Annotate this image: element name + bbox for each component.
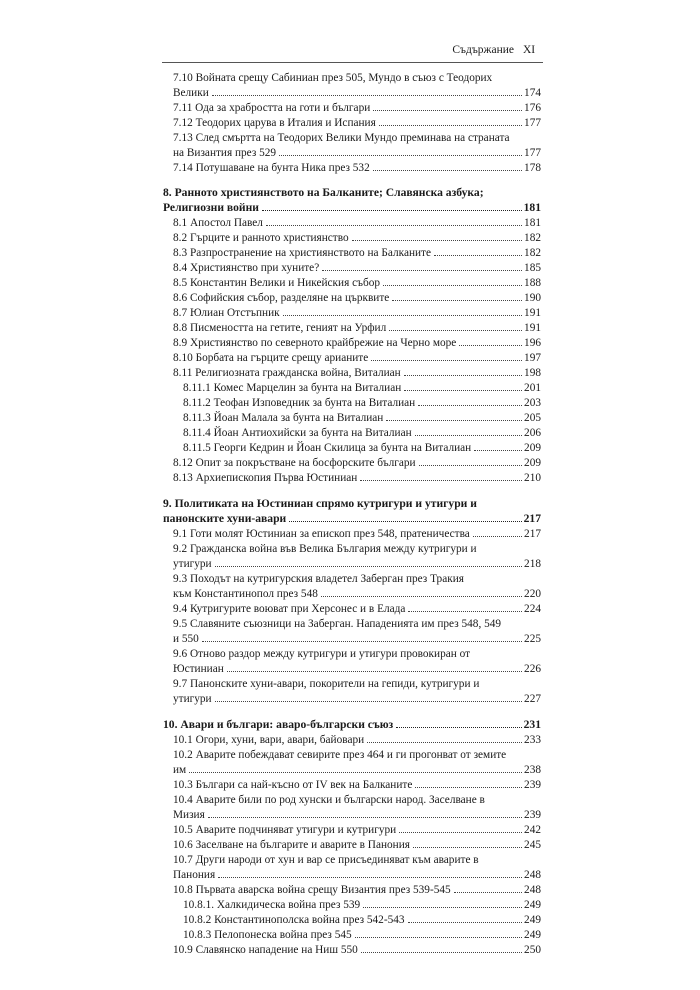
toc-page-number: 217 bbox=[524, 528, 541, 540]
dot-leader bbox=[279, 155, 522, 156]
toc-entry-title: 9.4 Кутригурите воюват при Херсонес и в Елада bbox=[173, 603, 406, 615]
toc-entry bbox=[173, 883, 541, 897]
toc-entry-title: утигури bbox=[173, 558, 212, 570]
toc-entry bbox=[173, 763, 541, 777]
toc-entry-title: 8.11 Религиозната гражданска война, Виталиан bbox=[173, 367, 401, 379]
toc-entry bbox=[173, 632, 541, 646]
dot-leader bbox=[215, 701, 522, 702]
toc-entry bbox=[173, 662, 541, 676]
toc-entry-title: 8.12 Опит за покръстване на босфорските българи bbox=[173, 457, 416, 469]
dot-leader bbox=[386, 420, 522, 421]
toc-entry-title: 10.8.2 Константинополска война през 542-543 bbox=[183, 914, 405, 926]
toc-page-number: 231 bbox=[523, 718, 541, 731]
toc-page-number: 191 bbox=[524, 307, 541, 319]
toc-page-number: 182 bbox=[524, 247, 541, 259]
toc-entry bbox=[173, 231, 541, 245]
toc-entry bbox=[173, 617, 501, 631]
toc-page-number: 190 bbox=[524, 292, 541, 304]
toc-page-number: 191 bbox=[524, 322, 541, 334]
toc-entry bbox=[173, 808, 541, 822]
dot-leader bbox=[399, 832, 522, 833]
dot-leader bbox=[208, 817, 522, 818]
dot-leader bbox=[262, 210, 522, 211]
toc-entry-title: 8.11.5 Георги Кедрин и Йоан Скилица за бунта на Виталиан bbox=[183, 442, 472, 454]
toc-entry-title: 8.8 Писмеността на гетите, геният на Урфил bbox=[173, 322, 387, 334]
toc-page-number: 197 bbox=[524, 352, 541, 364]
toc-entry-title: 10. Авари и българи: аваро-български съюз bbox=[163, 718, 394, 731]
toc-entry-title: Панония bbox=[173, 869, 216, 881]
dot-leader bbox=[473, 536, 522, 537]
toc-page-number: 250 bbox=[524, 944, 541, 956]
toc-entry-title: 10.1 Огори, хуни, вари, авари, байовари bbox=[173, 734, 365, 746]
dot-leader bbox=[413, 847, 522, 848]
dot-leader bbox=[404, 375, 522, 376]
toc-entry-title: 8.4 Християнство при хуните? bbox=[173, 262, 320, 274]
toc-entry-title: Велики bbox=[173, 87, 209, 99]
toc-entry bbox=[173, 692, 541, 706]
toc-entry-title: 8.11.4 Йоан Антиохийски за бунта на Виталиан bbox=[183, 427, 412, 439]
dot-leader bbox=[352, 240, 522, 241]
toc-entry bbox=[173, 306, 541, 320]
dot-leader bbox=[419, 465, 522, 466]
toc-chapter-heading bbox=[163, 718, 541, 732]
toc-page-number: 227 bbox=[524, 693, 541, 705]
toc-entry bbox=[173, 572, 464, 586]
toc-page-number: 217 bbox=[523, 512, 541, 525]
toc-page-number: 205 bbox=[524, 412, 541, 424]
toc-entry-title: 8.2 Гърците и ранното християнство bbox=[173, 232, 349, 244]
toc-page-number: 201 bbox=[524, 382, 541, 394]
dot-leader bbox=[202, 641, 522, 642]
header-title: Съдържание bbox=[452, 44, 514, 56]
toc-entry bbox=[173, 71, 492, 85]
toc-entry-title: 9.7 Панонските хуни-авари, покорители на гепиди, кутригури и bbox=[173, 678, 480, 690]
toc-entry-title: 10.8.3 Пелопонеска война през 545 bbox=[183, 929, 352, 941]
toc-page-number: 224 bbox=[524, 603, 541, 615]
toc-entry bbox=[173, 86, 541, 100]
dot-leader bbox=[363, 907, 522, 908]
dot-leader bbox=[404, 390, 522, 391]
toc-entry bbox=[173, 291, 541, 305]
toc-entry bbox=[173, 161, 541, 175]
toc-page-number: 181 bbox=[523, 201, 541, 214]
toc-page-number: 210 bbox=[524, 472, 541, 484]
toc-entry bbox=[183, 411, 541, 425]
toc-page-number: 206 bbox=[524, 427, 541, 439]
toc-entry-title: 7.12 Теодорих царува в Италия и Испания bbox=[173, 117, 376, 129]
toc-page-number: 209 bbox=[524, 457, 541, 469]
toc-page-number: 174 bbox=[524, 87, 541, 99]
toc-entry-title: 9. Политиката на Юстиниан спрямо кутригури и утигури и bbox=[163, 497, 477, 510]
toc-page-number: 242 bbox=[524, 824, 541, 836]
toc-chapter-heading bbox=[163, 497, 477, 511]
toc-page-number: 188 bbox=[524, 277, 541, 289]
dot-leader bbox=[227, 671, 522, 672]
toc-entry-title: 10.2 Аварите побеждават севирите през 464 и ги прогонват от земите bbox=[173, 749, 507, 761]
toc-entry bbox=[173, 602, 541, 616]
toc-page-number: 196 bbox=[524, 337, 541, 349]
toc-entry bbox=[173, 557, 541, 571]
dot-leader bbox=[434, 255, 522, 256]
toc-entry bbox=[173, 677, 479, 691]
toc-entry-title: 9.5 Славяните съюзници на Заберган. Нападенията им през 548, 549 bbox=[173, 618, 502, 630]
dot-leader bbox=[215, 566, 522, 567]
toc-entry bbox=[173, 587, 541, 601]
toc-entry bbox=[173, 336, 541, 350]
toc-entry-title: 7.11 Ода за храбростта на готи и българи bbox=[173, 102, 371, 114]
dot-leader bbox=[289, 521, 521, 522]
toc-page-number: 203 bbox=[524, 397, 541, 409]
dot-leader bbox=[355, 937, 522, 938]
running-header bbox=[0, 44, 700, 60]
toc-entry-title: 9.6 Отново раздор между кутригури и утигури провокиран от bbox=[173, 648, 471, 660]
toc-entry-title: Религиозни войни bbox=[163, 201, 259, 214]
toc-entry-title: 7.10 Войната срещу Сабиниан през 505, Мундо в съюз с Теодорих bbox=[173, 72, 493, 84]
toc-page-number: 248 bbox=[524, 884, 541, 896]
toc-page-number: 177 bbox=[524, 147, 541, 159]
toc-entry bbox=[173, 542, 477, 556]
toc-entry-title: 10.3 Българи са най-късно от IV век на Балканите bbox=[173, 779, 413, 791]
toc-chapter-heading bbox=[163, 186, 484, 200]
toc-entry-title: на Византия през 529 bbox=[173, 147, 277, 159]
toc-entry-title: им bbox=[173, 764, 187, 776]
toc-entry bbox=[173, 647, 470, 661]
toc-page-number: 225 bbox=[524, 633, 541, 645]
dot-leader bbox=[361, 952, 522, 953]
toc-entry-title: 8.9 Християнство по северното крайбрежие на Черно море bbox=[173, 337, 457, 349]
toc-entry-title: Юстиниан bbox=[173, 663, 224, 675]
toc-entry-title: 10.8 Първата аварска война срещу Византия през 539-545 bbox=[173, 884, 451, 896]
dot-leader bbox=[415, 435, 522, 436]
toc-entry bbox=[183, 381, 541, 395]
toc-page-number: 249 bbox=[524, 929, 541, 941]
toc-page-number: 181 bbox=[524, 217, 541, 229]
toc-entry bbox=[183, 913, 541, 927]
toc-entry bbox=[173, 366, 541, 380]
toc-entry-title: и 550 bbox=[173, 633, 199, 645]
toc-entry bbox=[183, 426, 541, 440]
toc-page-number: 178 bbox=[524, 162, 541, 174]
toc-entry-title: 9.3 Походът на кутригурския владетел Заберган през Тракия bbox=[173, 573, 464, 585]
toc-entry-title: 8.11.2 Теофан Изповедник за бунта на Виталиан bbox=[183, 397, 416, 409]
toc-entry bbox=[173, 853, 479, 867]
dot-leader bbox=[415, 787, 522, 788]
toc-entry-title: 8.6 Софийския събор, разделяне на църквите bbox=[173, 292, 390, 304]
toc-entry bbox=[173, 778, 541, 792]
toc-page-number: 233 bbox=[524, 734, 541, 746]
toc-entry-title: 10.9 Славянско нападение на Ниш 550 bbox=[173, 944, 358, 956]
dot-leader bbox=[373, 170, 522, 171]
toc-entry-title: 8.5 Константин Велики и Никейския събор bbox=[173, 277, 381, 289]
toc-entry bbox=[173, 943, 541, 957]
toc-entry bbox=[173, 321, 541, 335]
toc-entry-title: панонските хуни-авари bbox=[163, 512, 287, 525]
dot-leader bbox=[459, 345, 522, 346]
toc-entry bbox=[183, 928, 541, 942]
toc-entry bbox=[173, 276, 541, 290]
toc-entry-title: 8.13 Архиепископия Първа Юстиниан bbox=[173, 472, 358, 484]
dot-leader bbox=[408, 922, 523, 923]
dot-leader bbox=[408, 611, 522, 612]
toc-page-number: 239 bbox=[524, 809, 541, 821]
toc-entry bbox=[173, 456, 541, 470]
toc-entry-title: 7.13 След смъртта на Теодорих Велики Мундо преминава на страната bbox=[173, 132, 510, 144]
toc-entry bbox=[183, 441, 541, 455]
header-page-number: XI bbox=[523, 44, 536, 56]
toc-entry-title: Мизия bbox=[173, 809, 205, 821]
toc-entry-title: 9.1 Готи молят Юстиниан за епископ през 548, пратеничества bbox=[173, 528, 470, 540]
dot-leader bbox=[373, 110, 522, 111]
toc-entry-title: 9.2 Гражданска война във Велика България между кутригури и bbox=[173, 543, 477, 555]
toc-entry-title: 8. Ранното християнството на Балканите; Славянска азбука; bbox=[163, 186, 484, 199]
toc-entry-title: 10.7 Други народи от хун и вар се присъединяват към аварите в bbox=[173, 854, 479, 866]
toc-page-number: 198 bbox=[524, 367, 541, 379]
toc-entry bbox=[173, 838, 541, 852]
toc-entry bbox=[173, 216, 541, 230]
toc-entry bbox=[173, 527, 541, 541]
toc-page-number: 249 bbox=[524, 914, 541, 926]
header-rule bbox=[162, 62, 543, 63]
toc-entry-title: 10.4 Аварите били по род хунски и български народ. Заселване в bbox=[173, 794, 485, 806]
toc-page-number: 220 bbox=[524, 588, 541, 600]
toc-page-number: 182 bbox=[524, 232, 541, 244]
toc-entry bbox=[173, 471, 541, 485]
toc-entry-title: 10.6 Заселване на българите и аварите в Панония bbox=[173, 839, 410, 851]
toc-entry-title: 7.14 Потушаване на бунта Ника през 532 bbox=[173, 162, 370, 174]
dot-leader bbox=[454, 892, 522, 893]
toc-entry bbox=[173, 146, 541, 160]
dot-leader bbox=[189, 772, 522, 773]
dot-leader bbox=[322, 270, 522, 271]
toc-entry-title: 10.8.1. Халкидическа война през 539 bbox=[183, 899, 361, 911]
dot-leader bbox=[367, 742, 522, 743]
toc-entry bbox=[173, 131, 510, 145]
toc-page-number: 218 bbox=[524, 558, 541, 570]
toc-entry-title: 8.11.1 Комес Марцелин за бунта на Виталиан bbox=[183, 382, 402, 394]
toc-page-number: 245 bbox=[524, 839, 541, 851]
dot-leader bbox=[474, 450, 522, 451]
toc-entry bbox=[173, 823, 541, 837]
toc-page-number: 177 bbox=[524, 117, 541, 129]
toc-page-number: 209 bbox=[524, 442, 541, 454]
toc-entry bbox=[173, 868, 541, 882]
toc-entry-title: 8.1 Апостол Павел bbox=[173, 217, 263, 229]
toc-page-number: 185 bbox=[524, 262, 541, 274]
toc-entry bbox=[183, 898, 541, 912]
dot-leader bbox=[383, 285, 522, 286]
toc-entry-title: 10.5 Аварите подчиняват утигури и кутригури bbox=[173, 824, 397, 836]
toc-page-number: 239 bbox=[524, 779, 541, 791]
toc-entry bbox=[173, 261, 541, 275]
toc-entry-title: 8.7 Юлиан Отстъпник bbox=[173, 307, 280, 319]
dot-leader bbox=[266, 225, 522, 226]
toc-entry bbox=[173, 748, 506, 762]
dot-leader bbox=[418, 405, 522, 406]
toc-entry bbox=[173, 351, 541, 365]
dot-leader bbox=[218, 877, 522, 878]
toc-page-number: 248 bbox=[524, 869, 541, 881]
toc-entry-title: утигури bbox=[173, 693, 212, 705]
toc-chapter-heading bbox=[163, 512, 541, 526]
dot-leader bbox=[392, 300, 522, 301]
toc-chapter-heading bbox=[163, 201, 541, 215]
toc-entry bbox=[183, 396, 541, 410]
dot-leader bbox=[321, 596, 522, 597]
dot-leader bbox=[360, 480, 522, 481]
dot-leader bbox=[371, 360, 522, 361]
toc-entry-title: 8.11.3 Йоан Малала за бунта на Виталиан bbox=[183, 412, 384, 424]
toc-entry bbox=[173, 733, 541, 747]
toc-page-number: 176 bbox=[524, 102, 541, 114]
toc-page-number: 226 bbox=[524, 663, 541, 675]
dot-leader bbox=[212, 95, 522, 96]
toc-entry bbox=[173, 116, 541, 130]
toc-entry-title: към Константинопол през 548 bbox=[173, 588, 318, 600]
toc-entry-title: 8.3 Разпространение на християнството на Балканите bbox=[173, 247, 431, 259]
toc-entry bbox=[173, 793, 485, 807]
dot-leader bbox=[389, 330, 522, 331]
toc-entry-title: 8.10 Борбата на гърците срещу арианите bbox=[173, 352, 369, 364]
toc-entry bbox=[173, 101, 541, 115]
toc-page-number: 238 bbox=[524, 764, 541, 776]
toc-entry bbox=[173, 246, 541, 260]
dot-leader bbox=[379, 125, 522, 126]
toc-page-number: 249 bbox=[524, 899, 541, 911]
dot-leader bbox=[283, 315, 522, 316]
dot-leader bbox=[396, 727, 521, 728]
